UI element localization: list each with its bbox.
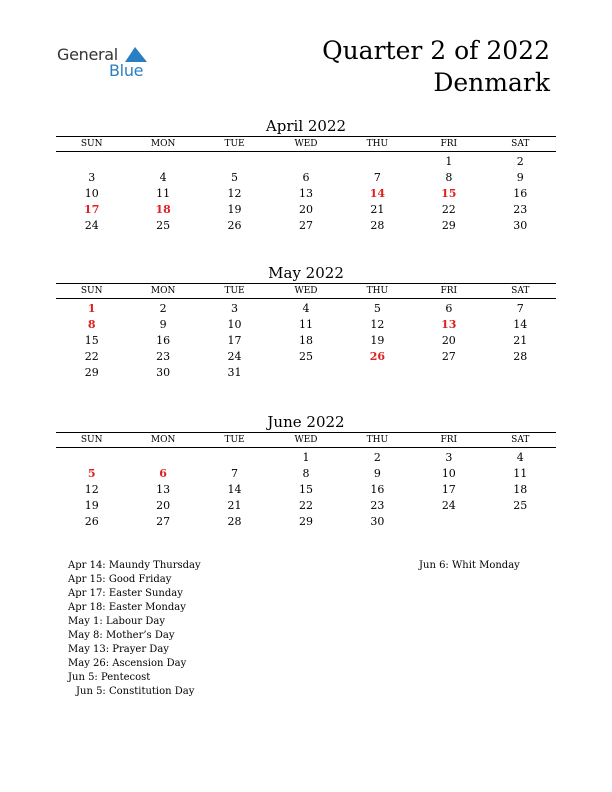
day-cell: 4 <box>516 451 524 464</box>
day-cell: 15 <box>298 483 313 496</box>
week-row <box>56 349 556 365</box>
weekday-header-thu: THU <box>342 137 413 152</box>
day-cell: 10 <box>441 467 456 480</box>
day-cell: 5 <box>231 171 239 184</box>
day-cell: 1 <box>302 451 310 464</box>
week-row <box>56 482 556 498</box>
day-cell: 26 <box>84 515 99 528</box>
day-cell: 24 <box>227 350 242 363</box>
weekday-header-tue: TUE <box>199 284 270 299</box>
day-cell: 12 <box>370 318 385 331</box>
week-row <box>56 317 556 333</box>
day-cell: 11 <box>156 187 171 200</box>
day-cell: 27 <box>298 219 313 232</box>
day-cell: 28 <box>513 350 528 363</box>
weekday-header-sat: SAT <box>485 137 556 152</box>
empty-day-cell <box>199 152 270 171</box>
empty-day-cell <box>485 365 556 381</box>
holiday-day-cell: 5 <box>87 467 96 480</box>
week-row <box>56 466 556 482</box>
weekday-header-fri: FRI <box>413 137 484 152</box>
month-calendar-june <box>56 412 556 530</box>
logo-text-blue: Blue <box>109 61 144 80</box>
day-cell: 23 <box>156 350 171 363</box>
month-title: June 2022 <box>267 413 345 431</box>
empty-day-cell <box>342 152 413 171</box>
day-cell: 17 <box>441 483 456 496</box>
day-cell: 28 <box>370 219 385 232</box>
day-cell: 12 <box>84 483 99 496</box>
day-cell: 24 <box>441 499 456 512</box>
week-row <box>56 514 556 530</box>
day-cell: 1 <box>445 155 453 168</box>
weekday-header-wed: WED <box>270 284 341 299</box>
day-cell: 23 <box>370 499 385 512</box>
week-row <box>56 152 556 171</box>
day-cell: 18 <box>513 483 528 496</box>
empty-day-cell <box>413 365 484 381</box>
day-cell: 16 <box>156 334 171 347</box>
day-cell: 30 <box>156 366 171 379</box>
day-cell: 9 <box>516 171 524 184</box>
weekday-header-row <box>56 284 556 299</box>
holiday-note-item: Jun 6: Whit Monday <box>419 560 520 571</box>
day-cell: 19 <box>84 499 99 512</box>
day-cell: 15 <box>84 334 99 347</box>
empty-day-cell <box>56 448 127 467</box>
weekday-header-tue: TUE <box>199 433 270 448</box>
week-row <box>56 448 556 467</box>
weekday-header-tue: TUE <box>199 137 270 152</box>
day-cell: 22 <box>84 350 99 363</box>
day-cell: 30 <box>370 515 385 528</box>
month-weeks <box>56 299 556 382</box>
empty-day-cell <box>127 448 198 467</box>
day-cell: 7 <box>516 302 524 315</box>
day-cell: 8 <box>302 467 310 480</box>
day-cell: 26 <box>227 219 242 232</box>
day-cell: 17 <box>227 334 242 347</box>
day-cell: 8 <box>445 171 453 184</box>
month-title: May 2022 <box>268 264 344 282</box>
week-row <box>56 498 556 514</box>
country-name: Denmark <box>433 68 550 97</box>
holiday-day-cell: 14 <box>369 187 386 200</box>
weekday-header-thu: THU <box>342 284 413 299</box>
empty-day-cell <box>56 152 127 171</box>
day-cell: 29 <box>84 366 99 379</box>
holiday-day-cell: 26 <box>369 350 386 363</box>
empty-day-cell <box>485 514 556 530</box>
weekday-header-wed: WED <box>270 137 341 152</box>
day-cell: 27 <box>441 350 456 363</box>
holiday-list-right <box>419 559 520 573</box>
day-cell: 29 <box>298 515 313 528</box>
day-cell: 21 <box>370 203 385 216</box>
month-calendar-april <box>56 116 556 234</box>
day-cell: 2 <box>373 451 381 464</box>
logo-text-general: General <box>57 45 118 64</box>
day-cell: 11 <box>298 318 313 331</box>
day-cell: 27 <box>156 515 171 528</box>
weekday-header-row <box>56 433 556 448</box>
empty-day-cell <box>413 514 484 530</box>
day-cell: 2 <box>159 302 167 315</box>
month-calendar-may <box>56 263 556 381</box>
week-row <box>56 333 556 349</box>
holiday-day-cell: 6 <box>159 467 167 480</box>
day-cell: 20 <box>298 203 313 216</box>
day-cell: 7 <box>373 171 381 184</box>
holiday-note-item: May 26: Ascension Day <box>68 658 187 669</box>
day-cell: 25 <box>298 350 313 363</box>
holiday-note-item: Apr 18: Easter Monday <box>68 602 186 613</box>
holiday-note-item: Apr 17: Easter Sunday <box>68 588 183 599</box>
weekday-header-fri: FRI <box>413 433 484 448</box>
day-cell: 20 <box>156 499 171 512</box>
day-cell: 14 <box>227 483 242 496</box>
holiday-day-cell: 15 <box>441 187 457 200</box>
day-cell: 29 <box>441 219 456 232</box>
month-title: April 2022 <box>265 117 347 135</box>
weekday-header-wed: WED <box>270 433 341 448</box>
day-cell: 19 <box>370 334 385 347</box>
month-grid <box>56 432 556 530</box>
day-cell: 10 <box>84 187 99 200</box>
week-row <box>56 186 556 202</box>
holiday-note-item: May 8: Mother’s Day <box>68 630 175 641</box>
weekday-header-fri: FRI <box>413 284 484 299</box>
day-cell: 25 <box>156 219 171 232</box>
holiday-day-cell: 17 <box>84 203 100 216</box>
logo <box>57 44 157 84</box>
day-cell: 10 <box>227 318 242 331</box>
holiday-note-item: Jun 5: Pentecost <box>68 672 151 683</box>
week-row <box>56 170 556 186</box>
weekday-header-mon: MON <box>127 433 198 448</box>
holiday-note-item: Apr 15: Good Friday <box>68 574 172 585</box>
day-cell: 24 <box>84 219 99 232</box>
day-cell: 3 <box>445 451 453 464</box>
weekday-header-sat: SAT <box>485 284 556 299</box>
day-cell: 6 <box>445 302 453 315</box>
day-cell: 2 <box>516 155 524 168</box>
day-cell: 31 <box>227 366 242 379</box>
empty-day-cell <box>270 365 341 381</box>
holiday-day-cell: 18 <box>155 203 171 216</box>
day-cell: 13 <box>298 187 313 200</box>
day-cell: 28 <box>227 515 242 528</box>
day-cell: 12 <box>227 187 242 200</box>
holiday-list-left <box>68 559 201 699</box>
weekday-header-sun: SUN <box>56 433 127 448</box>
day-cell: 20 <box>441 334 456 347</box>
day-cell: 4 <box>159 171 167 184</box>
weekday-header-mon: MON <box>127 137 198 152</box>
day-cell: 13 <box>156 483 171 496</box>
day-cell: 6 <box>302 171 310 184</box>
day-cell: 11 <box>513 467 528 480</box>
holiday-day-cell: 1 <box>87 302 96 315</box>
day-cell: 14 <box>513 318 528 331</box>
day-cell: 9 <box>373 467 381 480</box>
holiday-note-item: Apr 14: Maundy Thursday <box>68 560 201 571</box>
week-row <box>56 365 556 381</box>
day-cell: 21 <box>513 334 528 347</box>
day-cell: 19 <box>227 203 242 216</box>
day-cell: 30 <box>513 219 528 232</box>
weekday-header-sun: SUN <box>56 137 127 152</box>
day-cell: 7 <box>231 467 239 480</box>
holiday-note-item: Jun 5: Constitution Day <box>76 686 195 697</box>
day-cell: 23 <box>513 203 528 216</box>
holiday-note-item: May 13: Prayer Day <box>68 644 169 655</box>
month-weeks <box>56 448 556 531</box>
day-cell: 9 <box>159 318 167 331</box>
holiday-day-cell: 8 <box>87 318 96 331</box>
holiday-note-item: May 1: Labour Day <box>68 616 165 627</box>
empty-day-cell <box>199 448 270 467</box>
triangle-flag-icon <box>125 47 147 62</box>
weekday-header-mon: MON <box>127 284 198 299</box>
day-cell: 22 <box>298 499 313 512</box>
week-row <box>56 218 556 234</box>
day-cell: 3 <box>231 302 239 315</box>
month-grid <box>56 283 556 381</box>
day-cell: 21 <box>227 499 242 512</box>
week-row <box>56 202 556 218</box>
day-cell: 18 <box>298 334 313 347</box>
empty-day-cell <box>127 152 198 171</box>
month-grid <box>56 136 556 234</box>
weekday-header-thu: THU <box>342 433 413 448</box>
holiday-day-cell: 13 <box>441 318 457 331</box>
weekday-header-sun: SUN <box>56 284 127 299</box>
day-cell: 25 <box>513 499 528 512</box>
week-row <box>56 299 556 318</box>
day-cell: 16 <box>370 483 385 496</box>
month-weeks <box>56 152 556 235</box>
weekday-header-sat: SAT <box>485 433 556 448</box>
day-cell: 5 <box>373 302 381 315</box>
day-cell: 22 <box>441 203 456 216</box>
weekday-header-row <box>56 137 556 152</box>
page-title: Quarter 2 of 2022 <box>322 36 550 65</box>
empty-day-cell <box>270 152 341 171</box>
day-cell: 3 <box>88 171 96 184</box>
day-cell: 4 <box>302 302 310 315</box>
empty-day-cell <box>342 365 413 381</box>
day-cell: 16 <box>513 187 528 200</box>
